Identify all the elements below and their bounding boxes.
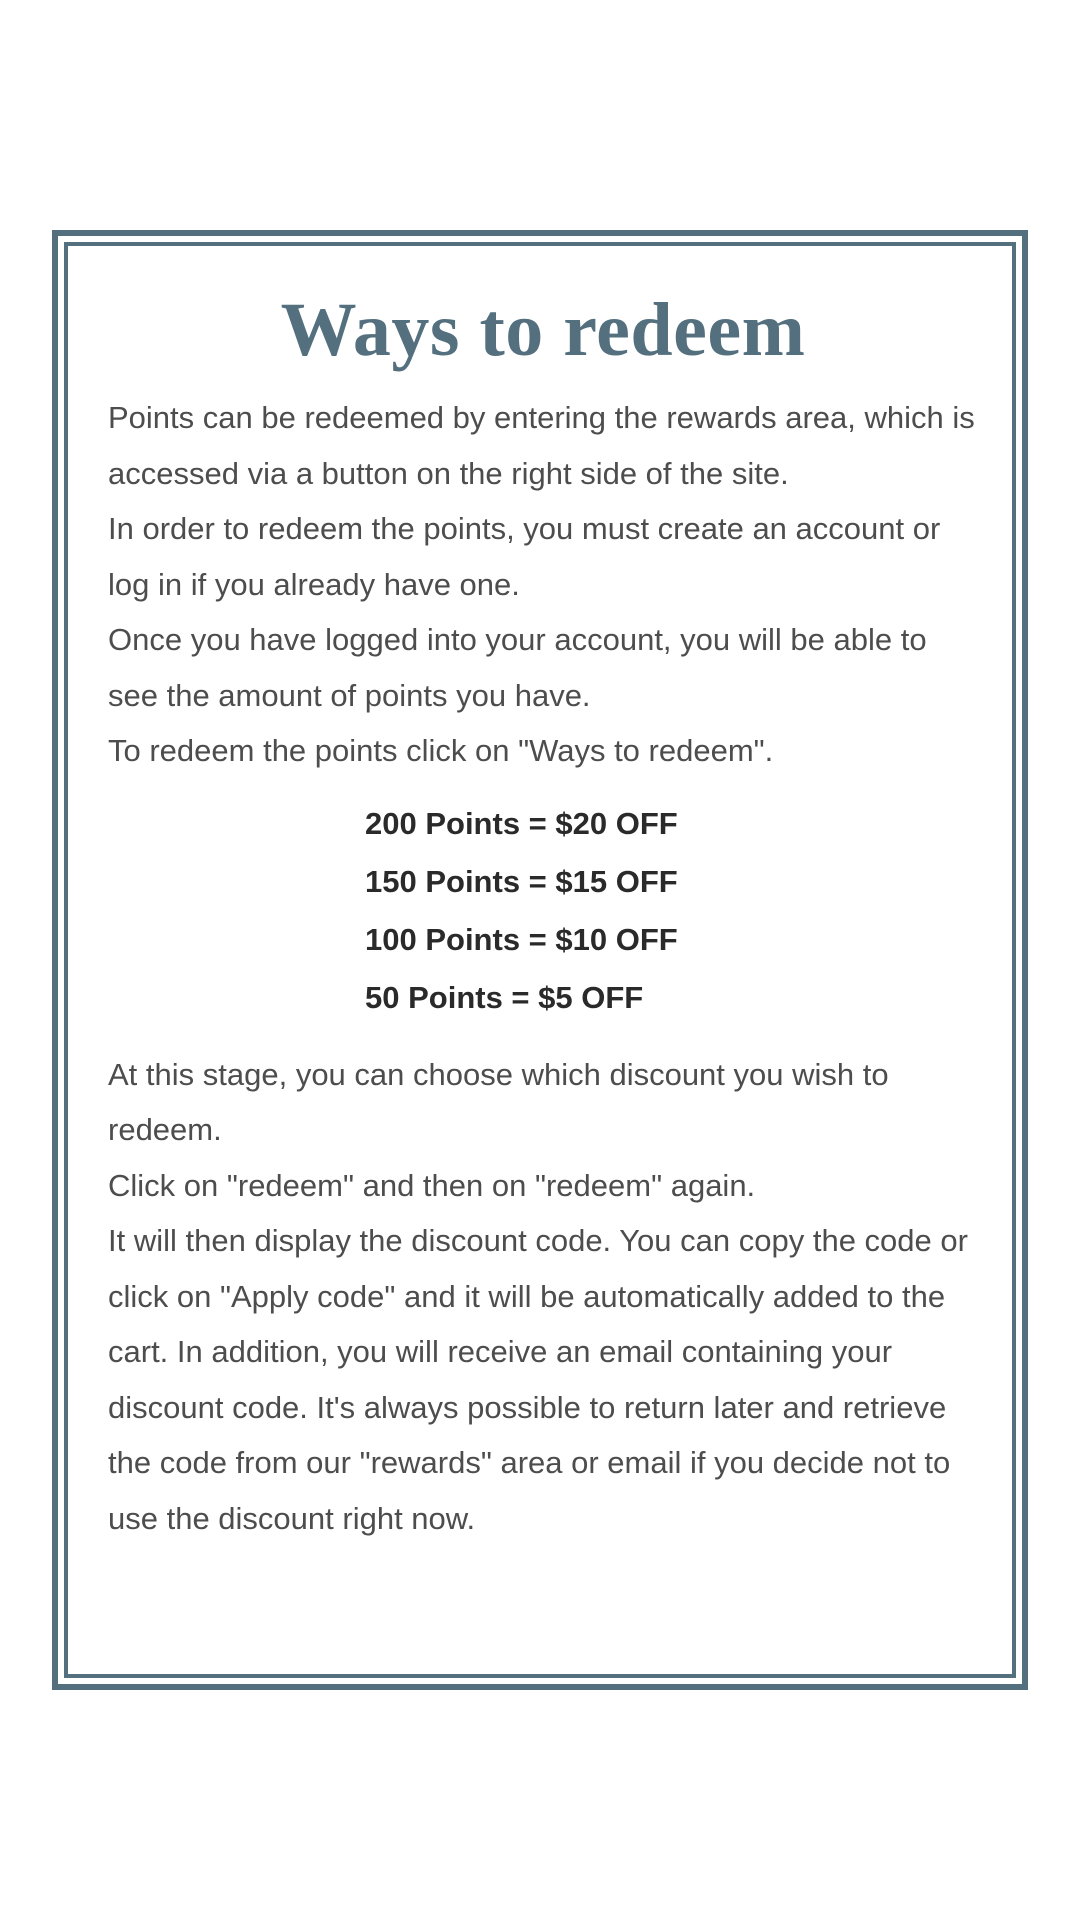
intro-paragraph-3: Once you have logged into your account, you will be able to see the amount of points you have. (108, 622, 927, 713)
page-title: Ways to redeem (280, 288, 806, 372)
reward-tier-100: 100 Points = $10 OFF (365, 921, 678, 957)
reward-tier-150: 150 Points = $15 OFF (365, 863, 678, 899)
intro-paragraph-1: Points can be redeemed by entering the rewards area, which is accessed via a button on the right side of the site. (108, 400, 975, 491)
outro-paragraph-3: It will then display the discount code. You can copy the code or click on "Apply code" and it will be automatically added to the cart. In addition, you will receive an email containing your discount code. It's always possible to return later and retrieve the code from our "rewards" area or email if you decide not to use the discount right now. (108, 1223, 968, 1536)
intro-section (108, 390, 978, 779)
reward-tier-200: 200 Points = $20 OFF (365, 805, 678, 841)
outro-section (108, 1047, 978, 1547)
outro-paragraph-2: Click on "redeem" and then on "redeem" again. (108, 1167, 756, 1203)
intro-paragraph-4: To redeem the points click on "Ways to redeem". (108, 733, 774, 768)
outro-paragraph-1: At this stage, you can choose which discount you wish to redeem. (108, 1056, 889, 1147)
rewards-list (365, 795, 978, 1027)
intro-paragraph-2: In order to redeem the points, you must create an account or log in if you already have one. (108, 511, 941, 602)
reward-tier-50: 50 Points = $5 OFF (365, 979, 644, 1015)
redeem-info-card (108, 270, 978, 1546)
